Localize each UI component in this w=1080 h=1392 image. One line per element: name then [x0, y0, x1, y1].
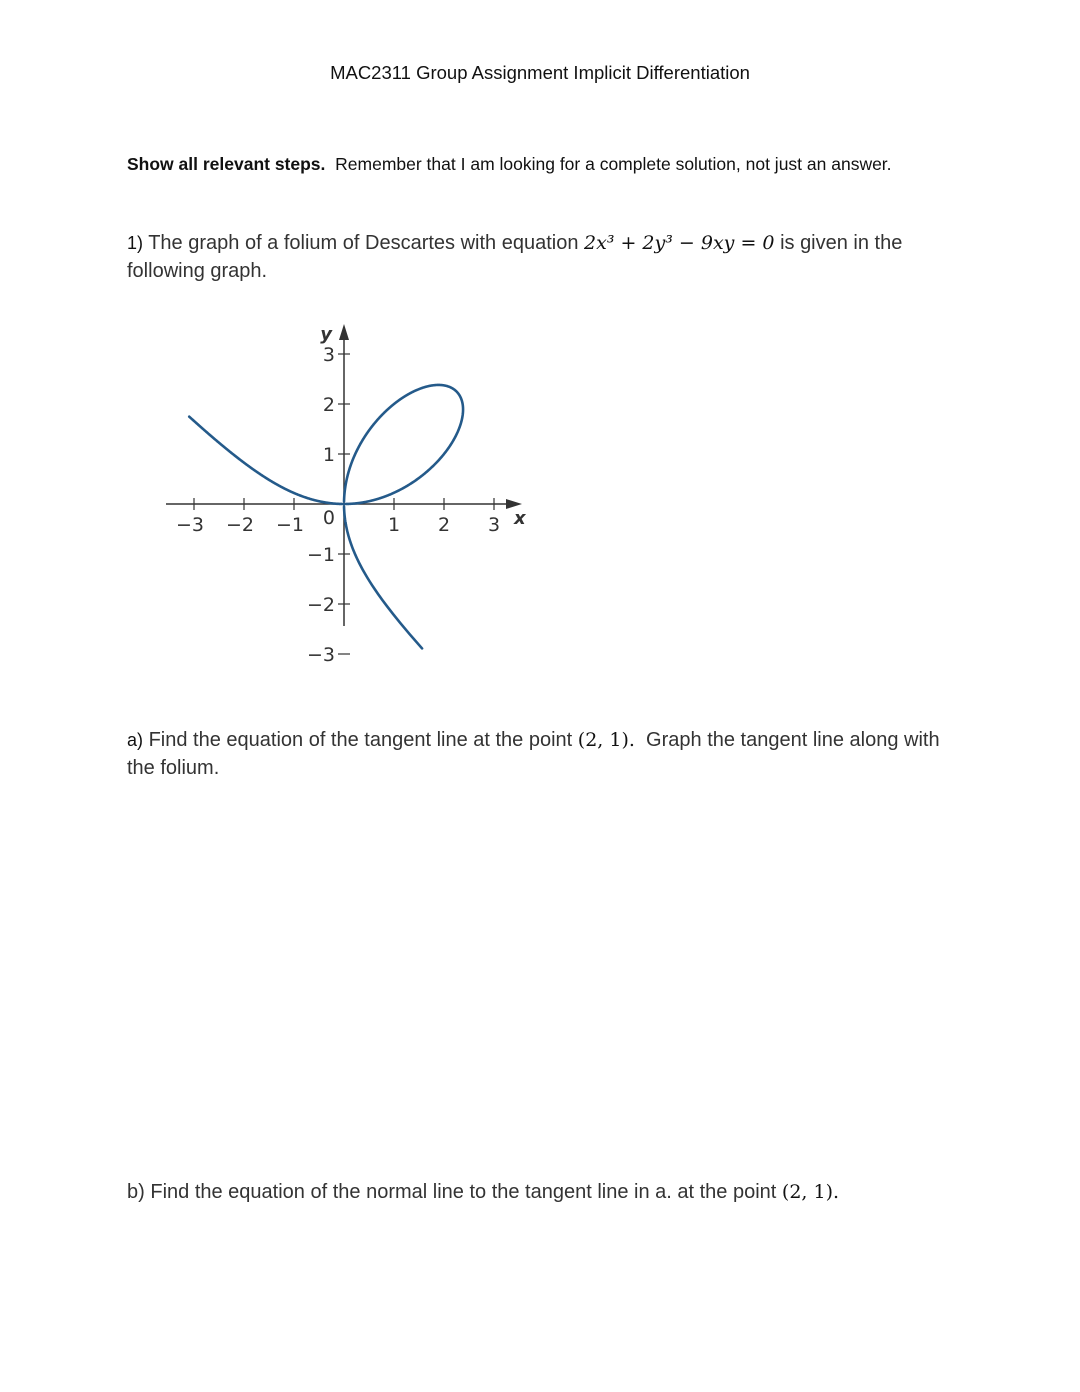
part-a-text-after: Graph the tangent line along with the folium.	[127, 729, 940, 779]
folium-loop	[344, 385, 463, 504]
question-1-text: The graph of a folium of Descartes with equation	[148, 232, 579, 254]
x-tick-label: 2	[437, 514, 451, 536]
folium-left-branch	[189, 417, 344, 504]
y-tick-label: 2	[322, 394, 335, 416]
x-tick-label: −1	[275, 514, 305, 536]
folium-lower-branch	[344, 507, 422, 649]
part-a-point: (2, 1).	[577, 729, 635, 751]
origin-label: 0	[322, 507, 335, 529]
tick-labels	[176, 324, 527, 666]
x-axis-name: x	[514, 508, 526, 529]
x-tick-label: 3	[487, 514, 501, 536]
part-b	[127, 1178, 967, 1206]
y-axis-name: y	[320, 324, 332, 345]
x-tick-label: −2	[225, 514, 255, 536]
instructions-text: Remember that I am looking for a complete solution, not just an answer.	[335, 154, 892, 174]
instructions-bold: Show all relevant steps.	[127, 154, 326, 174]
question-1-number: 1)	[127, 233, 144, 253]
part-b-point: (2, 1).	[781, 1181, 840, 1203]
part-b-label: b)	[127, 1181, 145, 1203]
y-tick-label: −2	[306, 594, 335, 616]
y-tick-label: 1	[322, 444, 335, 466]
question-1	[127, 229, 967, 285]
y-tick-label: −3	[306, 644, 335, 666]
part-a-label: a)	[127, 730, 144, 750]
page-title: MAC2311 Group Assignment Implicit Differentiation	[330, 62, 750, 83]
instructions	[127, 151, 947, 177]
part-a-text: Find the equation of the tangent line at the point	[148, 729, 573, 751]
part-b-text: Find the equation of the normal line to the tangent line in a. at the point	[150, 1181, 777, 1203]
y-axis-arrow	[339, 324, 349, 340]
y-tick-label: 3	[322, 344, 335, 366]
x-tick-label: −3	[175, 514, 205, 536]
x-tick-label: 1	[387, 514, 401, 536]
question-1-text-after: is given in the following graph.	[127, 232, 903, 282]
folium-equation: 2x³ + 2y³ − 9xy = 0	[584, 232, 775, 254]
y-tick-label: −1	[306, 544, 335, 566]
part-a	[127, 726, 967, 782]
axes	[166, 324, 522, 626]
folium-graph	[160, 318, 540, 688]
